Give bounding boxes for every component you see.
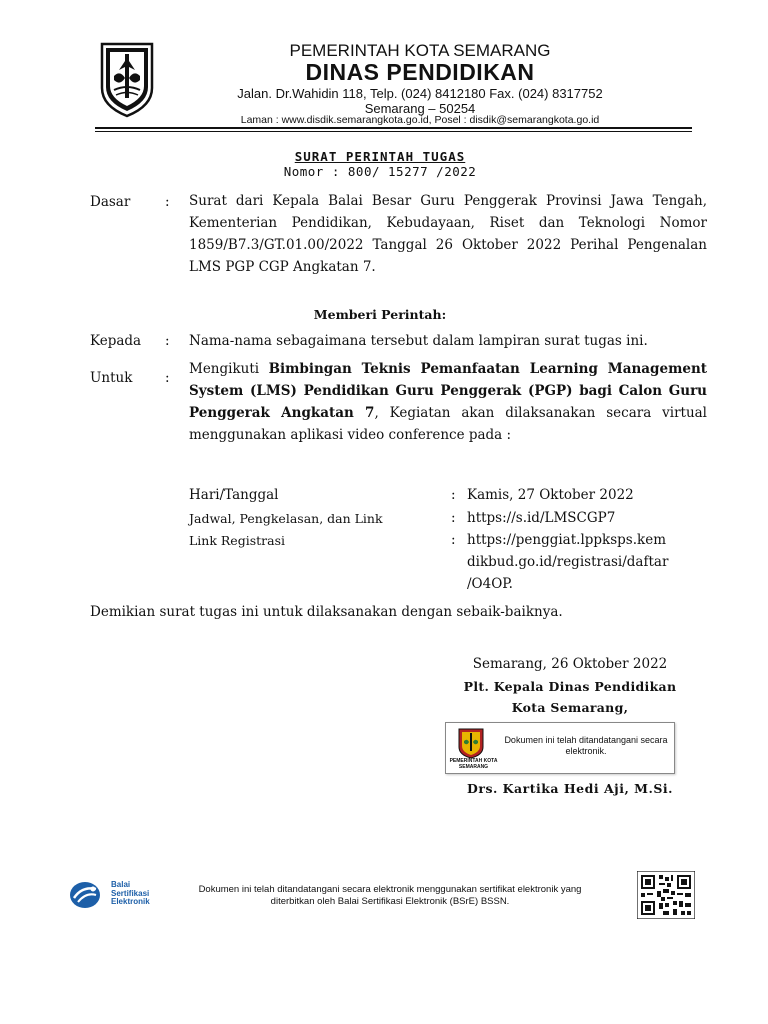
detail-value-date: Kamis, 27 Oktober 2022 [467, 487, 634, 503]
qr-code-icon[interactable] [637, 871, 695, 919]
header-rule-thick [95, 127, 692, 129]
detail-value-registration-link-1[interactable]: https://penggiat.lppksps.kem [467, 532, 666, 548]
detail-value-schedule-link[interactable]: https://s.id/LMSCGP7 [467, 510, 616, 526]
esign-text: Dokumen ini telah ditandatangani secara elektronik. [504, 735, 668, 756]
closing-sentence: Demikian surat tugas ini untuk dilaksanakan dengan sebaik-baiknya. [90, 604, 563, 620]
bsre-line3: Elektronik [111, 897, 150, 906]
bsre-line1: Balai [111, 880, 131, 889]
dasar-colon: : [165, 194, 170, 210]
dasar-text: Surat dari Kepala Balai Besar Guru Penggerak Provinsi Jawa Tengah, Kementerian Pendidikan, Kebudayaan, Riset dan Teknologi Nomor 1859/B7.3/GT.01.00/2022 Tanggal 26 Oktober 2022 Perihal Pengenalan LMS PGP CGP Angkatan 7. [189, 193, 707, 275]
bsre-logo-icon [68, 880, 102, 910]
bsre-line2: Sertifikasi [111, 888, 150, 898]
semarang-coat-of-arms-small-icon [454, 727, 488, 759]
website-line: Laman : www.disdik.semarangkota.go.id, Posel : disdik@semarangkota.go.id [240, 114, 600, 126]
esign-logo-caption: PEMERINTAH KOTA SEMARANG [449, 758, 498, 770]
kepada-colon: : [165, 333, 170, 349]
footer-note: Dokumen ini telah ditandatangani secara elektronik menggunakan sertifikat elektronik yang diterbitkan oleh Balai Sertifikasi Elektronik (BSrE) BSSN. [198, 884, 582, 907]
untuk-text [189, 358, 707, 446]
kepada-label: Kepada [90, 333, 142, 349]
letter-number: Nomor : 800/ 15277 /2022 [283, 164, 477, 179]
detail-colon-schedule: : [451, 510, 456, 526]
untuk-colon: : [165, 370, 170, 386]
kepada-text: Nama-nama sebagaimana tersebut dalam lampiran surat tugas ini. [189, 333, 648, 349]
detail-colon-date: : [451, 487, 456, 503]
dasar-label: Dasar [90, 194, 131, 210]
signer-name: Drs. Kartika Hedi Aji, M.Si. [467, 781, 673, 796]
detail-value-registration-link-2[interactable]: dikbud.go.id/registrasi/daftar [467, 554, 669, 570]
signature-place-date: Semarang, 26 Oktober 2022 [472, 656, 668, 672]
city-line: Semarang – 50254 [364, 101, 476, 116]
detail-value-registration-link-3[interactable]: /O4OP. [467, 576, 513, 592]
address-line: Jalan. Dr.Wahidin 118, Telp. (024) 8412180 Fax. (024) 8317752 [237, 86, 603, 101]
order-heading: Memberi Perintah: [313, 307, 447, 322]
letter-title: SURAT PERINTAH TUGAS [294, 149, 466, 164]
detail-label-date: Hari/Tanggal [189, 487, 279, 503]
detail-label-registration: Link Registrasi [189, 533, 285, 548]
government-name: PEMERINTAH KOTA SEMARANG [289, 41, 551, 60]
detail-colon-registration: : [451, 532, 456, 548]
semarang-coat-of-arms-icon [98, 40, 156, 118]
untuk-label: Untuk [90, 370, 133, 386]
header-rule-thin [95, 131, 692, 132]
electronic-signature-stamp [445, 722, 675, 774]
untuk-activity-name: Bimbingan Teknis Pemanfaatan Learning Management System (LMS) Pendidikan Guru Penggerak (PGP) bagi Calon Guru Penggerak Angkatan 7 [189, 361, 707, 421]
signature-title-line2: Kota Semarang, [511, 700, 629, 715]
department-name: DINAS PENDIDIKAN [305, 59, 535, 85]
signature-title-line1: Plt. Kepala Dinas Pendidikan [463, 679, 677, 694]
untuk-prefix: Mengikuti [189, 361, 269, 377]
bsre-logo-text [111, 881, 150, 907]
untuk-suffix: , Kegiatan akan dilaksanakan secara virtual menggunakan aplikasi video conference pada : [189, 405, 708, 443]
detail-label-schedule: Jadwal, Pengkelasan, dan Link [189, 511, 383, 526]
